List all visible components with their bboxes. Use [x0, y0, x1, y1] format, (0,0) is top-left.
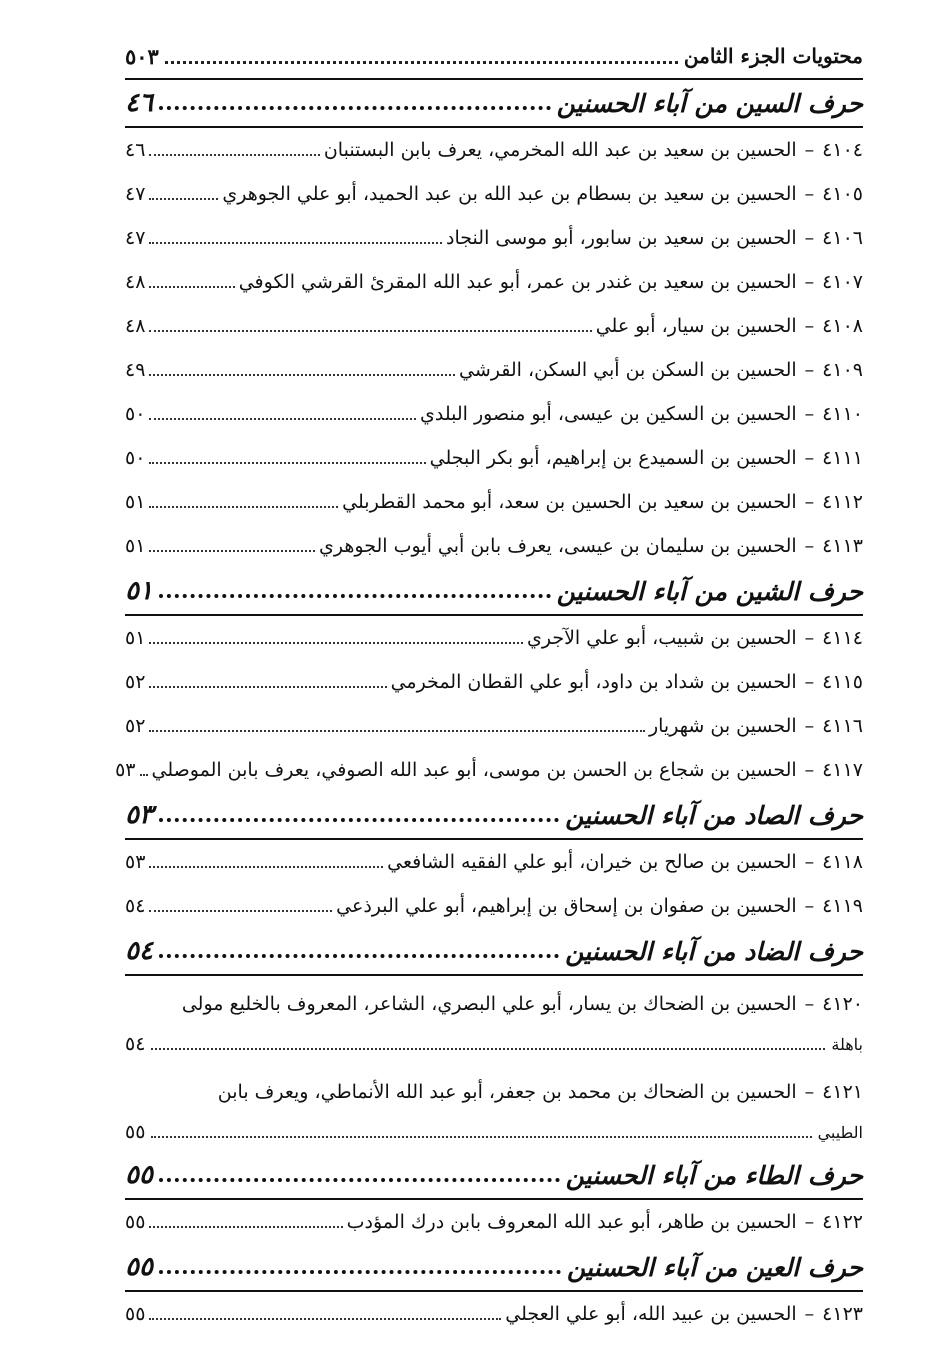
entry-page-number: ٥٠: [125, 447, 146, 469]
entry-dash: –: [804, 183, 815, 205]
section-heading: [125, 1244, 863, 1292]
table-of-contents-page: [115, 34, 863, 1336]
section-heading: [125, 1152, 863, 1200]
entry-line-2: [125, 1024, 863, 1064]
section-title: حرف السين من آباء الحسنين: [556, 88, 863, 118]
entry-text: الحسين بن السكين بن عيسى، أبو منصور البلدي: [420, 403, 797, 425]
leader-dots: [149, 443, 425, 464]
toc-list: [115, 80, 863, 1336]
entry-text: الحسين بن صفوان بن إسحاق بن إبراهيم، أبو علي البرذعي: [336, 895, 797, 917]
toc-entry: [125, 172, 863, 216]
entry-page-number: ٤٧: [125, 227, 146, 249]
entry-page-number: ٥٤: [125, 1033, 146, 1055]
leader-dots: [159, 938, 559, 958]
section-heading: [125, 792, 863, 840]
leader-dots: [149, 223, 442, 244]
entry-number: ٤١١٠: [822, 403, 863, 425]
toc-entry: [125, 348, 863, 392]
entry-number: ٤١٢٣: [822, 1303, 863, 1325]
toc-entry-multiline: [125, 1064, 863, 1152]
entry-text: الحسين بن السميدع بن إبراهيم، أبو بكر البجلي: [429, 447, 797, 469]
section-heading: [125, 80, 863, 128]
toc-entry: [125, 840, 863, 884]
toc-entry: [125, 660, 863, 704]
leader-dots: [159, 90, 551, 110]
leader-dots: [149, 623, 523, 644]
toc-entry: [125, 436, 863, 480]
toc-entry: [125, 392, 863, 436]
entry-text: الحسين بن الضحاك بن محمد بن جعفر، أبو عبد الله الأنماطي، ويعرف بابن: [217, 1081, 797, 1103]
section-heading: [125, 568, 863, 616]
entry-dash: –: [804, 715, 815, 737]
entry-page-number: ٥١: [125, 535, 146, 557]
entry-continuation: باهلة: [831, 1034, 863, 1054]
leader-dots: [149, 179, 218, 200]
entry-text: الحسين بن سعيد بن سابور، أبو موسى النجاد: [446, 227, 797, 249]
entry-number: ٤١٢٠: [822, 993, 863, 1015]
entry-dash: –: [804, 993, 815, 1015]
leader-dots: [159, 802, 559, 822]
entry-dash: –: [804, 139, 815, 161]
entry-text: الحسين بن شداد بن داود، أبو علي القطان المخرمي: [390, 671, 797, 693]
entry-number: ٤١٠٨: [822, 315, 863, 337]
leader-dots: [149, 1299, 501, 1320]
entry-page-number: ٤٦: [125, 139, 146, 161]
entry-text: الحسين بن سيار، أبو علي: [595, 315, 797, 337]
leader-dots: [149, 311, 591, 332]
running-header: [125, 34, 863, 80]
entry-page-number: ٤٨: [125, 271, 146, 293]
leader-dots: [149, 487, 338, 508]
entry-dash: –: [804, 1081, 815, 1103]
entry-number: ٤١١٢: [822, 491, 863, 513]
toc-entry: [125, 1292, 863, 1336]
entry-number: ٤١٠٥: [822, 183, 863, 205]
entry-number: ٤١١٩: [822, 895, 863, 917]
toc-entry: [125, 304, 863, 348]
header-title: محتويات الجزء الثامن: [683, 44, 863, 68]
entry-number: ٤١١٤: [822, 627, 863, 649]
entry-dash: –: [804, 227, 815, 249]
entry-page-number: ٥٥: [125, 1121, 146, 1143]
entry-page-number: ٥٣: [125, 851, 146, 873]
entry-line-1: [125, 1072, 863, 1112]
leader-dots: [140, 755, 148, 776]
entry-dash: –: [804, 447, 815, 469]
entry-number: ٤١٠٤: [822, 139, 863, 161]
entry-number: ٤١١٦: [822, 715, 863, 737]
entry-dash: –: [804, 535, 815, 557]
entry-dash: –: [804, 315, 815, 337]
entry-text: الحسين بن السكن بن أبي السكن، القرشي: [459, 359, 797, 381]
entry-number: ٤١٠٦: [822, 227, 863, 249]
entry-page-number: ٤٧: [125, 183, 146, 205]
entry-dash: –: [804, 671, 815, 693]
leader-dots: [149, 531, 315, 552]
entry-page-number: ٥١: [125, 627, 146, 649]
section-page-number: ٥١: [125, 576, 153, 606]
entry-text: الحسين بن سليمان بن عيسى، يعرف بابن أبي أيوب الجوهري: [319, 535, 797, 557]
entry-page-number: ٥٢: [125, 671, 146, 693]
leader-dots: [159, 578, 551, 598]
section-heading: [125, 928, 863, 976]
entry-dash: –: [804, 851, 815, 873]
entry-text: الحسين بن عبيد الله، أبو علي العجلي: [505, 1303, 797, 1325]
leader-dots: [149, 399, 416, 420]
entry-number: ٤١٢١: [822, 1081, 863, 1103]
leader-dots: [149, 267, 234, 288]
entry-number: ٤١٠٧: [822, 271, 863, 293]
entry-text: الحسين بن سعيد بن بسطام بن عبد الله بن عبد الحميد، أبو علي الجوهري: [222, 183, 797, 205]
entry-dash: –: [804, 895, 815, 917]
entry-number: ٤١١٧: [822, 759, 863, 781]
leader-dots: [159, 1254, 561, 1274]
entry-dash: –: [804, 359, 815, 381]
section-page-number: ٤٦: [125, 88, 153, 118]
entry-dash: –: [804, 627, 815, 649]
entry-page-number: ٥٢: [125, 715, 146, 737]
leader-dots: [149, 891, 332, 912]
entry-text: الحسين بن سعيد بن الحسين بن سعد، أبو محمد القطربلي: [342, 491, 797, 513]
entry-text: الحسين بن سعيد بن غندر بن عمر، أبو عبد الله المقرئ القرشي الكوفي: [238, 271, 797, 293]
entry-text: الحسين بن شهريار: [648, 715, 797, 737]
leader-dots: [149, 667, 386, 688]
entry-continuation: الطيبي: [817, 1122, 863, 1142]
entry-page-number: ٤٩: [125, 359, 146, 381]
entry-dash: –: [804, 271, 815, 293]
section-page-number: ٥٣: [125, 800, 153, 830]
leader-dots: [149, 711, 645, 732]
entry-dash: –: [804, 759, 815, 781]
toc-entry: [125, 524, 863, 568]
entry-number: ٤١١٨: [822, 851, 863, 873]
entry-dash: –: [804, 1303, 815, 1325]
toc-entry: [125, 480, 863, 524]
entry-dash: –: [804, 491, 815, 513]
entry-page-number: ٥٣: [115, 759, 136, 781]
entry-number: ٤١١١: [822, 447, 863, 469]
section-title: حرف الضاد من آباء الحسنين: [565, 936, 863, 966]
entry-line-2: [125, 1112, 863, 1152]
section-title: حرف الشين من آباء الحسنين: [556, 576, 863, 606]
toc-entry: [125, 704, 863, 748]
entry-page-number: ٥٠: [125, 403, 146, 425]
leader-dots: [159, 1162, 560, 1182]
section-title: حرف الطاء من آباء الحسنين: [565, 1160, 863, 1190]
header-page-number: ٥٠٣: [125, 43, 159, 69]
entry-text: الحسين بن صالح بن خيران، أبو علي الفقيه الشافعي: [387, 851, 797, 873]
leader-dots: [165, 41, 678, 64]
entry-text: الحسين بن سعيد بن عبد الله المخرمي، يعرف بابن البستنبان: [323, 139, 797, 161]
leader-dots: [151, 1029, 825, 1050]
section-page-number: ٥٥: [125, 1160, 153, 1190]
toc-entry: [125, 128, 863, 172]
leader-dots: [149, 355, 455, 376]
entry-page-number: ٤٨: [125, 315, 146, 337]
leader-dots: [149, 135, 319, 156]
section-title: حرف العين من آباء الحسنين: [567, 1252, 863, 1282]
entry-number: ٤١٠٩: [822, 359, 863, 381]
entry-text: الحسين بن طاهر، أبو عبد الله المعروف بابن درك المؤدب: [346, 1211, 797, 1233]
entry-page-number: ٥٥: [125, 1303, 146, 1325]
leader-dots: [149, 1207, 342, 1228]
entry-dash: –: [804, 403, 815, 425]
toc-entry-multiline: [125, 976, 863, 1064]
entry-line-1: [125, 984, 863, 1024]
toc-entry: [125, 884, 863, 928]
leader-dots: [151, 1117, 811, 1138]
entry-text: الحسين بن شبيب، أبو علي الآجري: [527, 627, 797, 649]
toc-entry: [125, 616, 863, 660]
toc-entry: [125, 216, 863, 260]
toc-entry: [115, 748, 863, 792]
entry-number: ٤١١٥: [822, 671, 863, 693]
entry-number: ٤١١٣: [822, 535, 863, 557]
entry-page-number: ٥٥: [125, 1211, 146, 1233]
section-page-number: ٥٤: [125, 936, 153, 966]
entry-dash: –: [804, 1211, 815, 1233]
toc-entry: [125, 1200, 863, 1244]
section-title: حرف الصاد من آباء الحسنين: [565, 800, 863, 830]
toc-entry: [125, 260, 863, 304]
entry-text: الحسين بن الضحاك بن يسار، أبو علي البصري، الشاعر، المعروف بالخليع مولى: [181, 993, 797, 1015]
entry-number: ٤١٢٢: [822, 1211, 863, 1233]
leader-dots: [149, 847, 383, 868]
entry-page-number: ٥١: [125, 491, 146, 513]
entry-text: الحسين بن شجاع بن الحسن بن موسى، أبو عبد الله الصوفي، يعرف بابن الموصلي: [151, 759, 797, 781]
section-page-number: ٥٥: [125, 1252, 153, 1282]
entry-page-number: ٥٤: [125, 895, 146, 917]
